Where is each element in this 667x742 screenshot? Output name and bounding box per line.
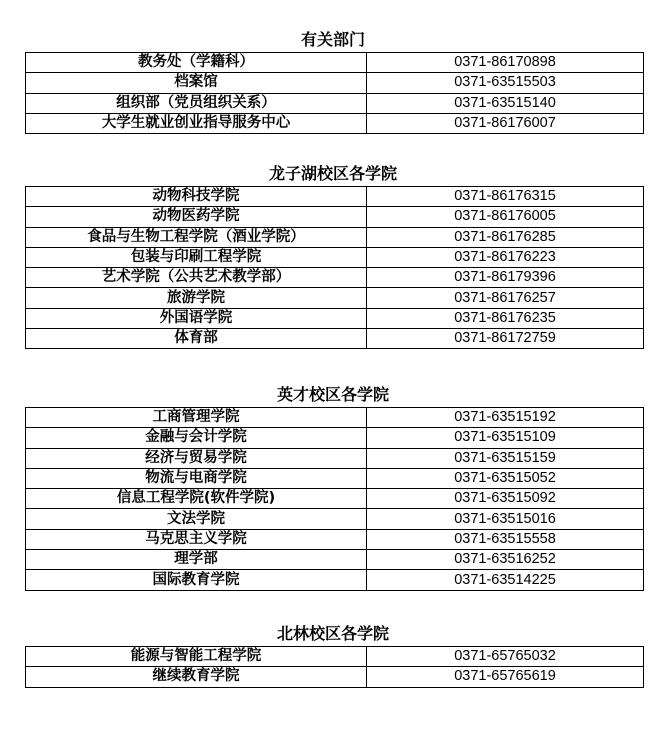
unit-name: 档案馆 xyxy=(26,73,367,93)
phone-number: 0371-63515503 xyxy=(367,73,644,93)
phone-number: 0371-63515109 xyxy=(367,428,644,448)
phone-number: 0371-63515192 xyxy=(367,408,644,428)
unit-name: 马克思主义学院 xyxy=(26,529,367,549)
phone-number: 0371-86179396 xyxy=(367,268,644,288)
unit-name: 理学部 xyxy=(26,550,367,570)
table-row xyxy=(26,227,644,247)
phone-number: 0371-86176007 xyxy=(367,113,644,133)
unit-name: 包装与印刷工程学院 xyxy=(26,247,367,267)
unit-name: 体育部 xyxy=(26,329,367,349)
unit-name: 教务处（学籍科） xyxy=(26,53,367,73)
phone-number: 0371-65765032 xyxy=(367,647,644,667)
table-row xyxy=(26,207,644,227)
phone-number: 0371-63515092 xyxy=(367,489,644,509)
phone-number: 0371-86176285 xyxy=(367,227,644,247)
table-row xyxy=(26,448,644,468)
phone-number: 0371-86172759 xyxy=(367,329,644,349)
phone-number: 0371-65765619 xyxy=(367,667,644,687)
unit-name: 信息工程学院(软件学院) xyxy=(26,489,367,509)
contact-table xyxy=(25,646,644,688)
table-row xyxy=(26,489,644,509)
contact-table xyxy=(25,186,644,349)
table-row xyxy=(26,529,644,549)
phone-number: 0371-86176223 xyxy=(367,247,644,267)
unit-name: 组织部（党员组织关系） xyxy=(26,93,367,113)
table-row xyxy=(26,570,644,590)
phone-number: 0371-63515140 xyxy=(367,93,644,113)
section-title: 龙子湖校区各学院 xyxy=(268,164,397,183)
section-longzihu-campus xyxy=(25,162,641,349)
unit-name: 能源与智能工程学院 xyxy=(26,647,367,667)
phone-number: 0371-63515016 xyxy=(367,509,644,529)
table-row xyxy=(26,308,644,328)
unit-name: 大学生就业创业指导服务中心 xyxy=(26,113,367,133)
unit-name: 金融与会计学院 xyxy=(26,428,367,448)
phone-number: 0371-86176235 xyxy=(367,308,644,328)
table-row xyxy=(26,509,644,529)
contact-table xyxy=(25,52,644,134)
unit-name: 艺术学院（公共艺术教学部） xyxy=(26,268,367,288)
table-row xyxy=(26,428,644,448)
table-row xyxy=(26,53,644,73)
phone-number: 0371-63516252 xyxy=(367,550,644,570)
table-row xyxy=(26,247,644,267)
phone-number: 0371-86176005 xyxy=(367,207,644,227)
table-row xyxy=(26,647,644,667)
unit-name: 动物医药学院 xyxy=(26,207,367,227)
unit-name: 工商管理学院 xyxy=(26,408,367,428)
phone-number: 0371-63514225 xyxy=(367,570,644,590)
section-title: 英才校区各学院 xyxy=(276,385,389,404)
contact-table xyxy=(25,407,644,591)
table-row xyxy=(26,93,644,113)
unit-name: 继续教育学院 xyxy=(26,667,367,687)
phone-number: 0371-63515052 xyxy=(367,468,644,488)
table-row xyxy=(26,288,644,308)
table-row xyxy=(26,268,644,288)
table-row xyxy=(26,667,644,687)
section-title: 有关部门 xyxy=(300,30,365,49)
table-row xyxy=(26,550,644,570)
phone-number: 0371-86176315 xyxy=(367,187,644,207)
phone-number: 0371-63515159 xyxy=(367,448,644,468)
unit-name: 外国语学院 xyxy=(26,308,367,328)
unit-name: 国际教育学院 xyxy=(26,570,367,590)
unit-name: 旅游学院 xyxy=(26,288,367,308)
table-row xyxy=(26,468,644,488)
section-departments xyxy=(25,28,641,134)
unit-name: 食品与生物工程学院（酒业学院） xyxy=(26,227,367,247)
section-beilin-campus xyxy=(25,622,641,688)
section-title: 北林校区各学院 xyxy=(276,624,389,643)
phone-number: 0371-63515558 xyxy=(367,529,644,549)
table-row xyxy=(26,329,644,349)
unit-name: 动物科技学院 xyxy=(26,187,367,207)
unit-name: 文法学院 xyxy=(26,509,367,529)
unit-name: 经济与贸易学院 xyxy=(26,448,367,468)
unit-name: 物流与电商学院 xyxy=(26,468,367,488)
table-row xyxy=(26,408,644,428)
section-yingcai-campus xyxy=(25,383,641,591)
phone-number: 0371-86170898 xyxy=(367,53,644,73)
table-row xyxy=(26,113,644,133)
table-row xyxy=(26,73,644,93)
table-row xyxy=(26,187,644,207)
phone-number: 0371-86176257 xyxy=(367,288,644,308)
